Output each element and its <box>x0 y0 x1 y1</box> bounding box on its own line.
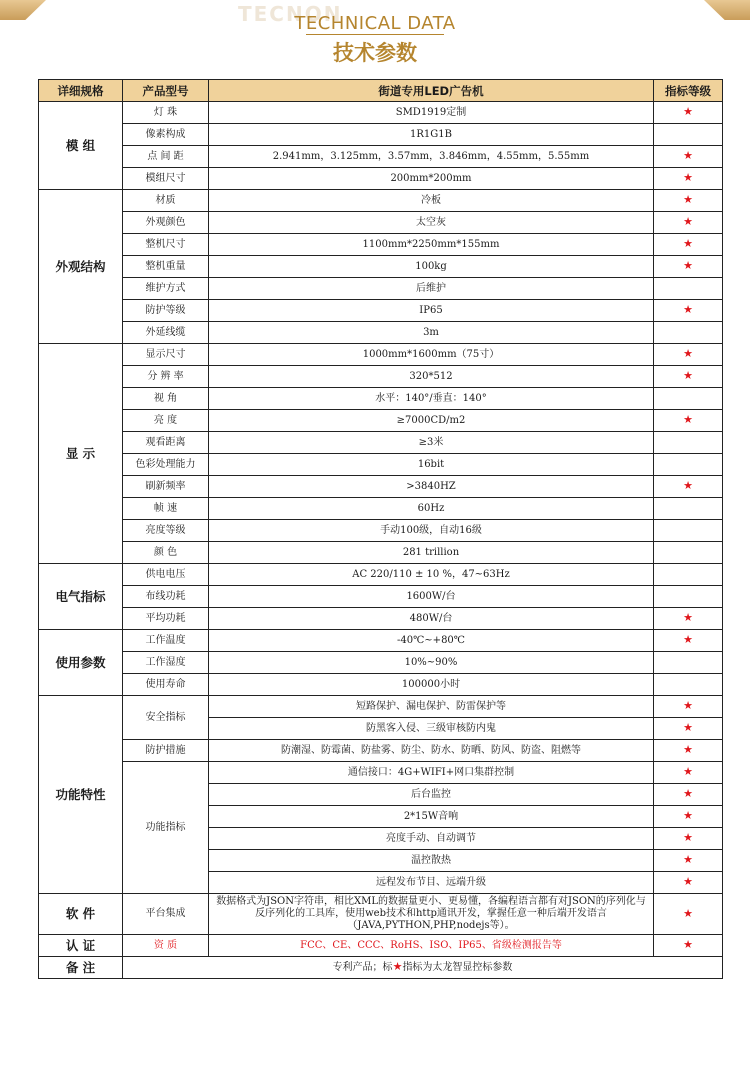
table-row <box>39 300 723 322</box>
table-row <box>39 586 723 608</box>
value-cell: 480W/台 <box>209 608 654 630</box>
grade-cell <box>654 322 723 344</box>
table-row <box>39 696 723 718</box>
grade-cell <box>654 278 723 300</box>
star-icon: ★ <box>683 633 693 646</box>
star-icon: ★ <box>683 611 693 624</box>
table-row <box>39 322 723 344</box>
value-cell: 温控散热 <box>209 850 654 872</box>
value-cell: -40℃~+80℃ <box>209 630 654 652</box>
item-cell: 维护方式 <box>123 278 209 300</box>
value-cell: 60Hz <box>209 498 654 520</box>
table-row <box>39 388 723 410</box>
category-cell: 显 示 <box>39 344 123 564</box>
category-cell: 电气指标 <box>39 564 123 630</box>
star-icon: ★ <box>683 831 693 844</box>
value-cell: 短路保护、漏电保护、防雷保护等 <box>209 696 654 718</box>
item-cell: 外延线缆 <box>123 322 209 344</box>
table-row <box>39 564 723 586</box>
value-cell: 防黑客入侵、三级审核防内鬼 <box>209 718 654 740</box>
table-row <box>39 190 723 212</box>
item-cell: 亮度等级 <box>123 520 209 542</box>
note-suffix: 指标为太龙智显控标参数 <box>402 962 513 973</box>
value-cell: 3m <box>209 322 654 344</box>
grade-cell <box>654 740 723 762</box>
watermark-logo: TECNON <box>238 2 343 26</box>
value-cell: 数据格式为JSON字符串，相比XML的数据量更小、更易懂，各编程语言都有对JSON的序列化与反序列化的工具库，使用web技术和http通讯开发，掌握任意一种后端开发语言（JAVA,PYTHON,PHP,nodejs等）。 <box>209 894 654 935</box>
item-cell: 防护等级 <box>123 300 209 322</box>
grade-cell <box>654 476 723 498</box>
grade-cell <box>654 388 723 410</box>
grade-cell <box>654 256 723 278</box>
value-cell: 2*15W音响 <box>209 806 654 828</box>
star-icon: ★ <box>683 347 693 360</box>
item-cell: 平均功耗 <box>123 608 209 630</box>
item-cell: 帧 速 <box>123 498 209 520</box>
grade-cell <box>654 520 723 542</box>
item-cell: 观看距离 <box>123 432 209 454</box>
star-icon: ★ <box>683 875 693 888</box>
star-icon: ★ <box>683 743 693 756</box>
grade-cell <box>654 806 723 828</box>
value-cell: 后台监控 <box>209 784 654 806</box>
value-cell: 亮度手动、自动调节 <box>209 828 654 850</box>
grade-cell <box>654 190 723 212</box>
item-cell: 工作温度 <box>123 630 209 652</box>
grade-cell <box>654 850 723 872</box>
star-icon: ★ <box>683 193 693 206</box>
table-row <box>39 608 723 630</box>
value-cell: SMD1919定制 <box>209 102 654 124</box>
item-cell: 显示尺寸 <box>123 344 209 366</box>
item-cell: 视 角 <box>123 388 209 410</box>
category-cell: 功能特性 <box>39 696 123 894</box>
grade-cell <box>654 894 723 935</box>
item-cell: 工作湿度 <box>123 652 209 674</box>
table-row <box>39 740 723 762</box>
category-cell: 备 注 <box>39 957 123 979</box>
grade-cell <box>654 564 723 586</box>
value-cell: 320*512 <box>209 366 654 388</box>
star-icon: ★ <box>683 765 693 778</box>
grade-cell <box>654 410 723 432</box>
grade-cell <box>654 146 723 168</box>
table-row <box>39 278 723 300</box>
table-row <box>39 476 723 498</box>
value-cell: AC 220/110 ± 10 %，47~63Hz <box>209 564 654 586</box>
item-cell: 颜 色 <box>123 542 209 564</box>
table-row <box>39 762 723 784</box>
star-icon: ★ <box>683 171 693 184</box>
value-cell: 1100mm*2250mm*155mm <box>209 234 654 256</box>
item-cell: 供电电压 <box>123 564 209 586</box>
grade-cell <box>654 696 723 718</box>
grade-cell <box>654 935 723 957</box>
star-icon: ★ <box>683 938 693 951</box>
value-cell: 10%~90% <box>209 652 654 674</box>
table-row <box>39 454 723 476</box>
item-cell: 材质 <box>123 190 209 212</box>
star-icon: ★ <box>683 149 693 162</box>
table-row <box>39 234 723 256</box>
star-icon: ★ <box>683 237 693 250</box>
category-cell: 使用参数 <box>39 630 123 696</box>
spec-table <box>38 79 723 979</box>
table-row <box>39 498 723 520</box>
grade-cell <box>654 762 723 784</box>
value-cell: ≥7000CD/m2 <box>209 410 654 432</box>
table-row <box>39 894 723 935</box>
item-cell: 模组尺寸 <box>123 168 209 190</box>
item-cell: 布线功耗 <box>123 586 209 608</box>
item-cell: 色彩处理能力 <box>123 454 209 476</box>
item-cell: 亮 度 <box>123 410 209 432</box>
grade-cell <box>654 674 723 696</box>
grade-cell <box>654 784 723 806</box>
item-cell: 灯 珠 <box>123 102 209 124</box>
header-product: 街道专用LED广告机 <box>209 80 654 102</box>
category-cell: 模 组 <box>39 102 123 190</box>
table-row <box>39 432 723 454</box>
value-cell: 1000mm*1600mm（75寸） <box>209 344 654 366</box>
star-icon: ★ <box>392 960 403 973</box>
table-row <box>39 102 723 124</box>
item-cell: 刷新频率 <box>123 476 209 498</box>
value-cell: 281 trillion <box>209 542 654 564</box>
title-chinese: 技术参数 <box>333 41 417 65</box>
grade-cell <box>654 168 723 190</box>
grade-cell <box>654 872 723 894</box>
star-icon: ★ <box>683 721 693 734</box>
item-cell: 外观颜色 <box>123 212 209 234</box>
grade-cell <box>654 212 723 234</box>
star-icon: ★ <box>683 259 693 272</box>
star-icon: ★ <box>683 303 693 316</box>
value-cell: ≥3米 <box>209 432 654 454</box>
star-icon: ★ <box>683 479 693 492</box>
value-cell: FCC、CE、CCC、RoHS、ISO、IP65、省级检测报告等 <box>209 935 654 957</box>
category-cell: 软 件 <box>39 894 123 935</box>
category-cell: 外观结构 <box>39 190 123 344</box>
table-row <box>39 674 723 696</box>
item-cell: 平台集成 <box>123 894 209 935</box>
item-cell: 整机重量 <box>123 256 209 278</box>
grade-cell <box>654 828 723 850</box>
grade-cell <box>654 542 723 564</box>
item-cell: 使用寿命 <box>123 674 209 696</box>
title-underline <box>306 34 444 35</box>
table-row <box>39 410 723 432</box>
note-cell <box>123 957 723 979</box>
grade-cell <box>654 608 723 630</box>
star-icon: ★ <box>683 809 693 822</box>
value-cell: 太空灰 <box>209 212 654 234</box>
star-icon: ★ <box>683 369 693 382</box>
grade-cell <box>654 124 723 146</box>
table-row <box>39 366 723 388</box>
grade-cell <box>654 300 723 322</box>
title-english: TECHNICAL DATA <box>294 13 456 34</box>
table-row <box>39 542 723 564</box>
item-cell: 资 质 <box>123 935 209 957</box>
value-cell: 远程发布节目、远端升级 <box>209 872 654 894</box>
star-icon: ★ <box>683 413 693 426</box>
value-cell: >3840HZ <box>209 476 654 498</box>
star-icon: ★ <box>683 699 693 712</box>
category-cell: 认 证 <box>39 935 123 957</box>
spec-body <box>39 102 723 979</box>
value-cell: 1600W/台 <box>209 586 654 608</box>
item-cell: 安全指标 <box>123 696 209 740</box>
grade-cell <box>654 652 723 674</box>
item-cell: 整机尺寸 <box>123 234 209 256</box>
star-icon: ★ <box>683 215 693 228</box>
grade-cell <box>654 586 723 608</box>
grade-cell <box>654 718 723 740</box>
star-icon: ★ <box>683 787 693 800</box>
table-row <box>39 935 723 957</box>
table-row <box>39 146 723 168</box>
table-header-row <box>39 80 723 102</box>
table-row <box>39 168 723 190</box>
table-row <box>39 124 723 146</box>
note-prefix: 专利产品；标 <box>332 962 393 973</box>
grade-cell <box>654 234 723 256</box>
value-cell: 冷板 <box>209 190 654 212</box>
value-cell: 2.941mm，3.125mm，3.57mm，3.846mm，4.55mm，5.55mm <box>209 146 654 168</box>
grade-cell <box>654 454 723 476</box>
value-cell: 水平：140°/垂直：140° <box>209 388 654 410</box>
table-row <box>39 630 723 652</box>
table-row <box>39 344 723 366</box>
grade-cell <box>654 344 723 366</box>
star-icon: ★ <box>683 906 693 920</box>
grade-cell <box>654 498 723 520</box>
grade-cell <box>654 432 723 454</box>
item-cell: 防护措施 <box>123 740 209 762</box>
value-cell: 200mm*200mm <box>209 168 654 190</box>
table-row <box>39 256 723 278</box>
grade-cell <box>654 630 723 652</box>
header-model: 产品型号 <box>123 80 209 102</box>
table-row <box>39 212 723 234</box>
value-cell: 100kg <box>209 256 654 278</box>
item-cell: 点 间 距 <box>123 146 209 168</box>
value-cell: 通信接口：4G+WIFI+网口集群控制 <box>209 762 654 784</box>
value-cell: 后维护 <box>209 278 654 300</box>
grade-cell <box>654 366 723 388</box>
value-cell: 手动100级，自动16级 <box>209 520 654 542</box>
value-cell: 100000小时 <box>209 674 654 696</box>
grade-cell <box>654 102 723 124</box>
value-cell: 1R1G1B <box>209 124 654 146</box>
header-spec: 详细规格 <box>39 80 123 102</box>
star-icon: ★ <box>683 105 693 118</box>
value-cell: 防潮湿、防霉菌、防盐雾、防尘、防水、防晒、防风、防盗、阻燃等 <box>209 740 654 762</box>
header-grade: 指标等级 <box>654 80 723 102</box>
item-cell: 分 辨 率 <box>123 366 209 388</box>
item-cell: 功能指标 <box>123 762 209 894</box>
star-icon: ★ <box>683 853 693 866</box>
table-row <box>39 652 723 674</box>
value-cell: 16bit <box>209 454 654 476</box>
item-cell: 像素构成 <box>123 124 209 146</box>
value-cell: IP65 <box>209 300 654 322</box>
table-row <box>39 520 723 542</box>
table-row <box>39 957 723 979</box>
